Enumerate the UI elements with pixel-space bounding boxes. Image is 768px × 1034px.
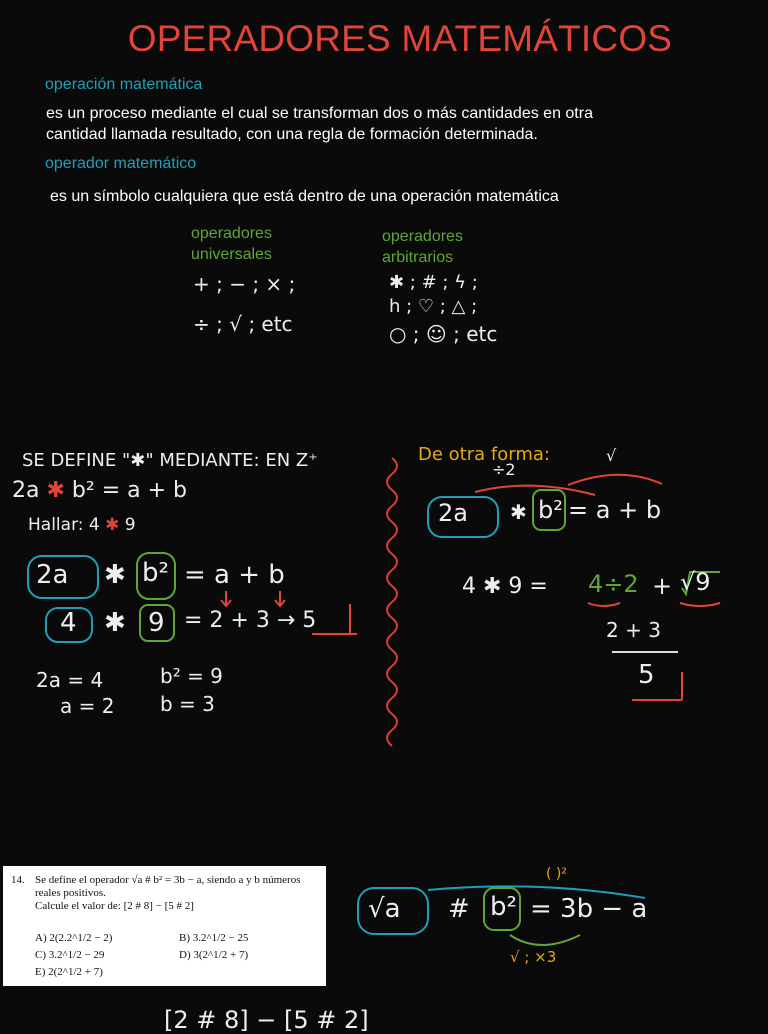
problem-card: [3, 866, 326, 986]
example2-div-note: ÷2: [492, 460, 516, 479]
problem-line1: Se define el operador √a # b² = 3b − a, siendo a y b números: [35, 874, 301, 886]
wavy-divider: [387, 458, 397, 746]
problem-line3: Calcule el valor de: [2 # 8] − [5 # 2]: [35, 900, 194, 912]
example2-calc-b: √9: [680, 568, 711, 596]
arbitrary-operators-row3: ○ ; ☺ ; etc: [389, 322, 498, 346]
definition-term-operation: operación matemática: [45, 76, 203, 93]
example1-boxed-row2-op: ✱: [104, 608, 126, 638]
example2-rule-right: = a + b: [568, 496, 662, 524]
problem-line2: reales positivos.: [35, 887, 106, 899]
page-title: OPERADORES MATEMÁTICOS: [127, 18, 673, 59]
problem-number: 14.: [11, 874, 25, 886]
option-e[interactable]: E) 2(2^1/2 + 7): [35, 966, 103, 978]
universal-label-line2: universales: [191, 246, 272, 263]
arbitrary-label-line2: arbitrarios: [382, 249, 454, 266]
example3-left: √a: [368, 894, 401, 924]
option-b[interactable]: B) 3.2^1/2 − 25: [179, 932, 249, 944]
example2-sqrt-note: √: [606, 446, 617, 465]
example3-bottom-note: √ ; ×3: [510, 948, 557, 966]
universal-operators-row2: ÷ ; √ ; etc: [193, 312, 293, 336]
definition-text-operator: es un símbolo cualquiera que está dentro de una operación matemática: [50, 188, 559, 205]
example1-find-left: 4: [88, 515, 100, 535]
universal-operators-row1: + ; − ; × ;: [193, 272, 296, 296]
option-d[interactable]: D) 3(2^1/2 + 7): [179, 949, 249, 961]
example2-heading: De otra forma:: [418, 444, 550, 465]
example1-work-r2: b = 3: [160, 692, 215, 716]
example1-find-right: 9: [124, 515, 136, 535]
example2-calc-left: 4 ✱ 9 =: [462, 574, 548, 599]
example1-boxed-row2-left: 4: [60, 608, 77, 638]
definition-text-operation-line2: cantidad llamada resultado, con una regla de formación determinada.: [46, 126, 538, 143]
universal-label-line1: operadores: [191, 225, 272, 242]
definition-term-operator: operador matemático: [45, 155, 197, 172]
example1-rule-operator: ✱: [46, 478, 65, 503]
example2-sum: 2 + 3: [606, 618, 661, 642]
example1-rule-mid: b²: [71, 478, 95, 503]
arbitrary-label-line1: operadores: [382, 228, 463, 245]
example1-rule-left: 2a: [12, 478, 40, 503]
option-c[interactable]: C) 3.2^1/2 − 29: [35, 949, 105, 961]
example1-boxed-row1-left: 2a: [36, 560, 69, 590]
example2-rule-op: ✱: [510, 500, 527, 524]
example1-boxed-row2-right: 9: [148, 608, 165, 638]
example1-find-label: Hallar:: [28, 515, 84, 535]
example1-boxed-row1-result: = a + b: [184, 560, 285, 590]
option-a[interactable]: A) 2(2.2^1/2 − 2): [35, 932, 113, 944]
example3-bottom-line: [2 # 8] − [5 # 2]: [164, 1006, 369, 1034]
example1-rule-right: = a + b: [101, 478, 188, 503]
example2-rule-left: 2a: [438, 499, 468, 527]
example3-right: = 3b − a: [530, 894, 648, 924]
example2-calc-a: 4÷2: [588, 570, 639, 598]
example1-find-operator: ✱: [105, 515, 120, 535]
example1-boxed-row2-result: = 2 + 3 → 5: [184, 608, 317, 633]
example1-boxed-row1-right: b²: [142, 558, 169, 588]
example3-mid: b²: [490, 892, 517, 922]
example2-result: 5: [638, 660, 655, 690]
arbitrary-operators-row1: ✱ ; # ; ϟ ;: [389, 272, 478, 293]
example1-work-l1: 2a = 4: [36, 668, 104, 692]
arbitrary-operators-row2: h ; ♡ ; △ ;: [389, 296, 478, 317]
example3-op: #: [448, 894, 470, 924]
example1-heading: SE DEFINE "✱" MEDIANTE: EN Z⁺: [22, 450, 318, 471]
example2-rule-mid: b²: [538, 496, 563, 524]
example3-top-note: ( )²: [546, 866, 567, 882]
example1-boxed-row1-op: ✱: [104, 560, 126, 590]
example1-work-r1: b² = 9: [160, 664, 223, 688]
example2-calc-plus: +: [652, 572, 673, 600]
example1-work-l2: a = 2: [60, 694, 115, 718]
definition-text-operation-line1: es un proceso mediante el cual se transforman dos o más cantidades en otra: [46, 105, 593, 122]
